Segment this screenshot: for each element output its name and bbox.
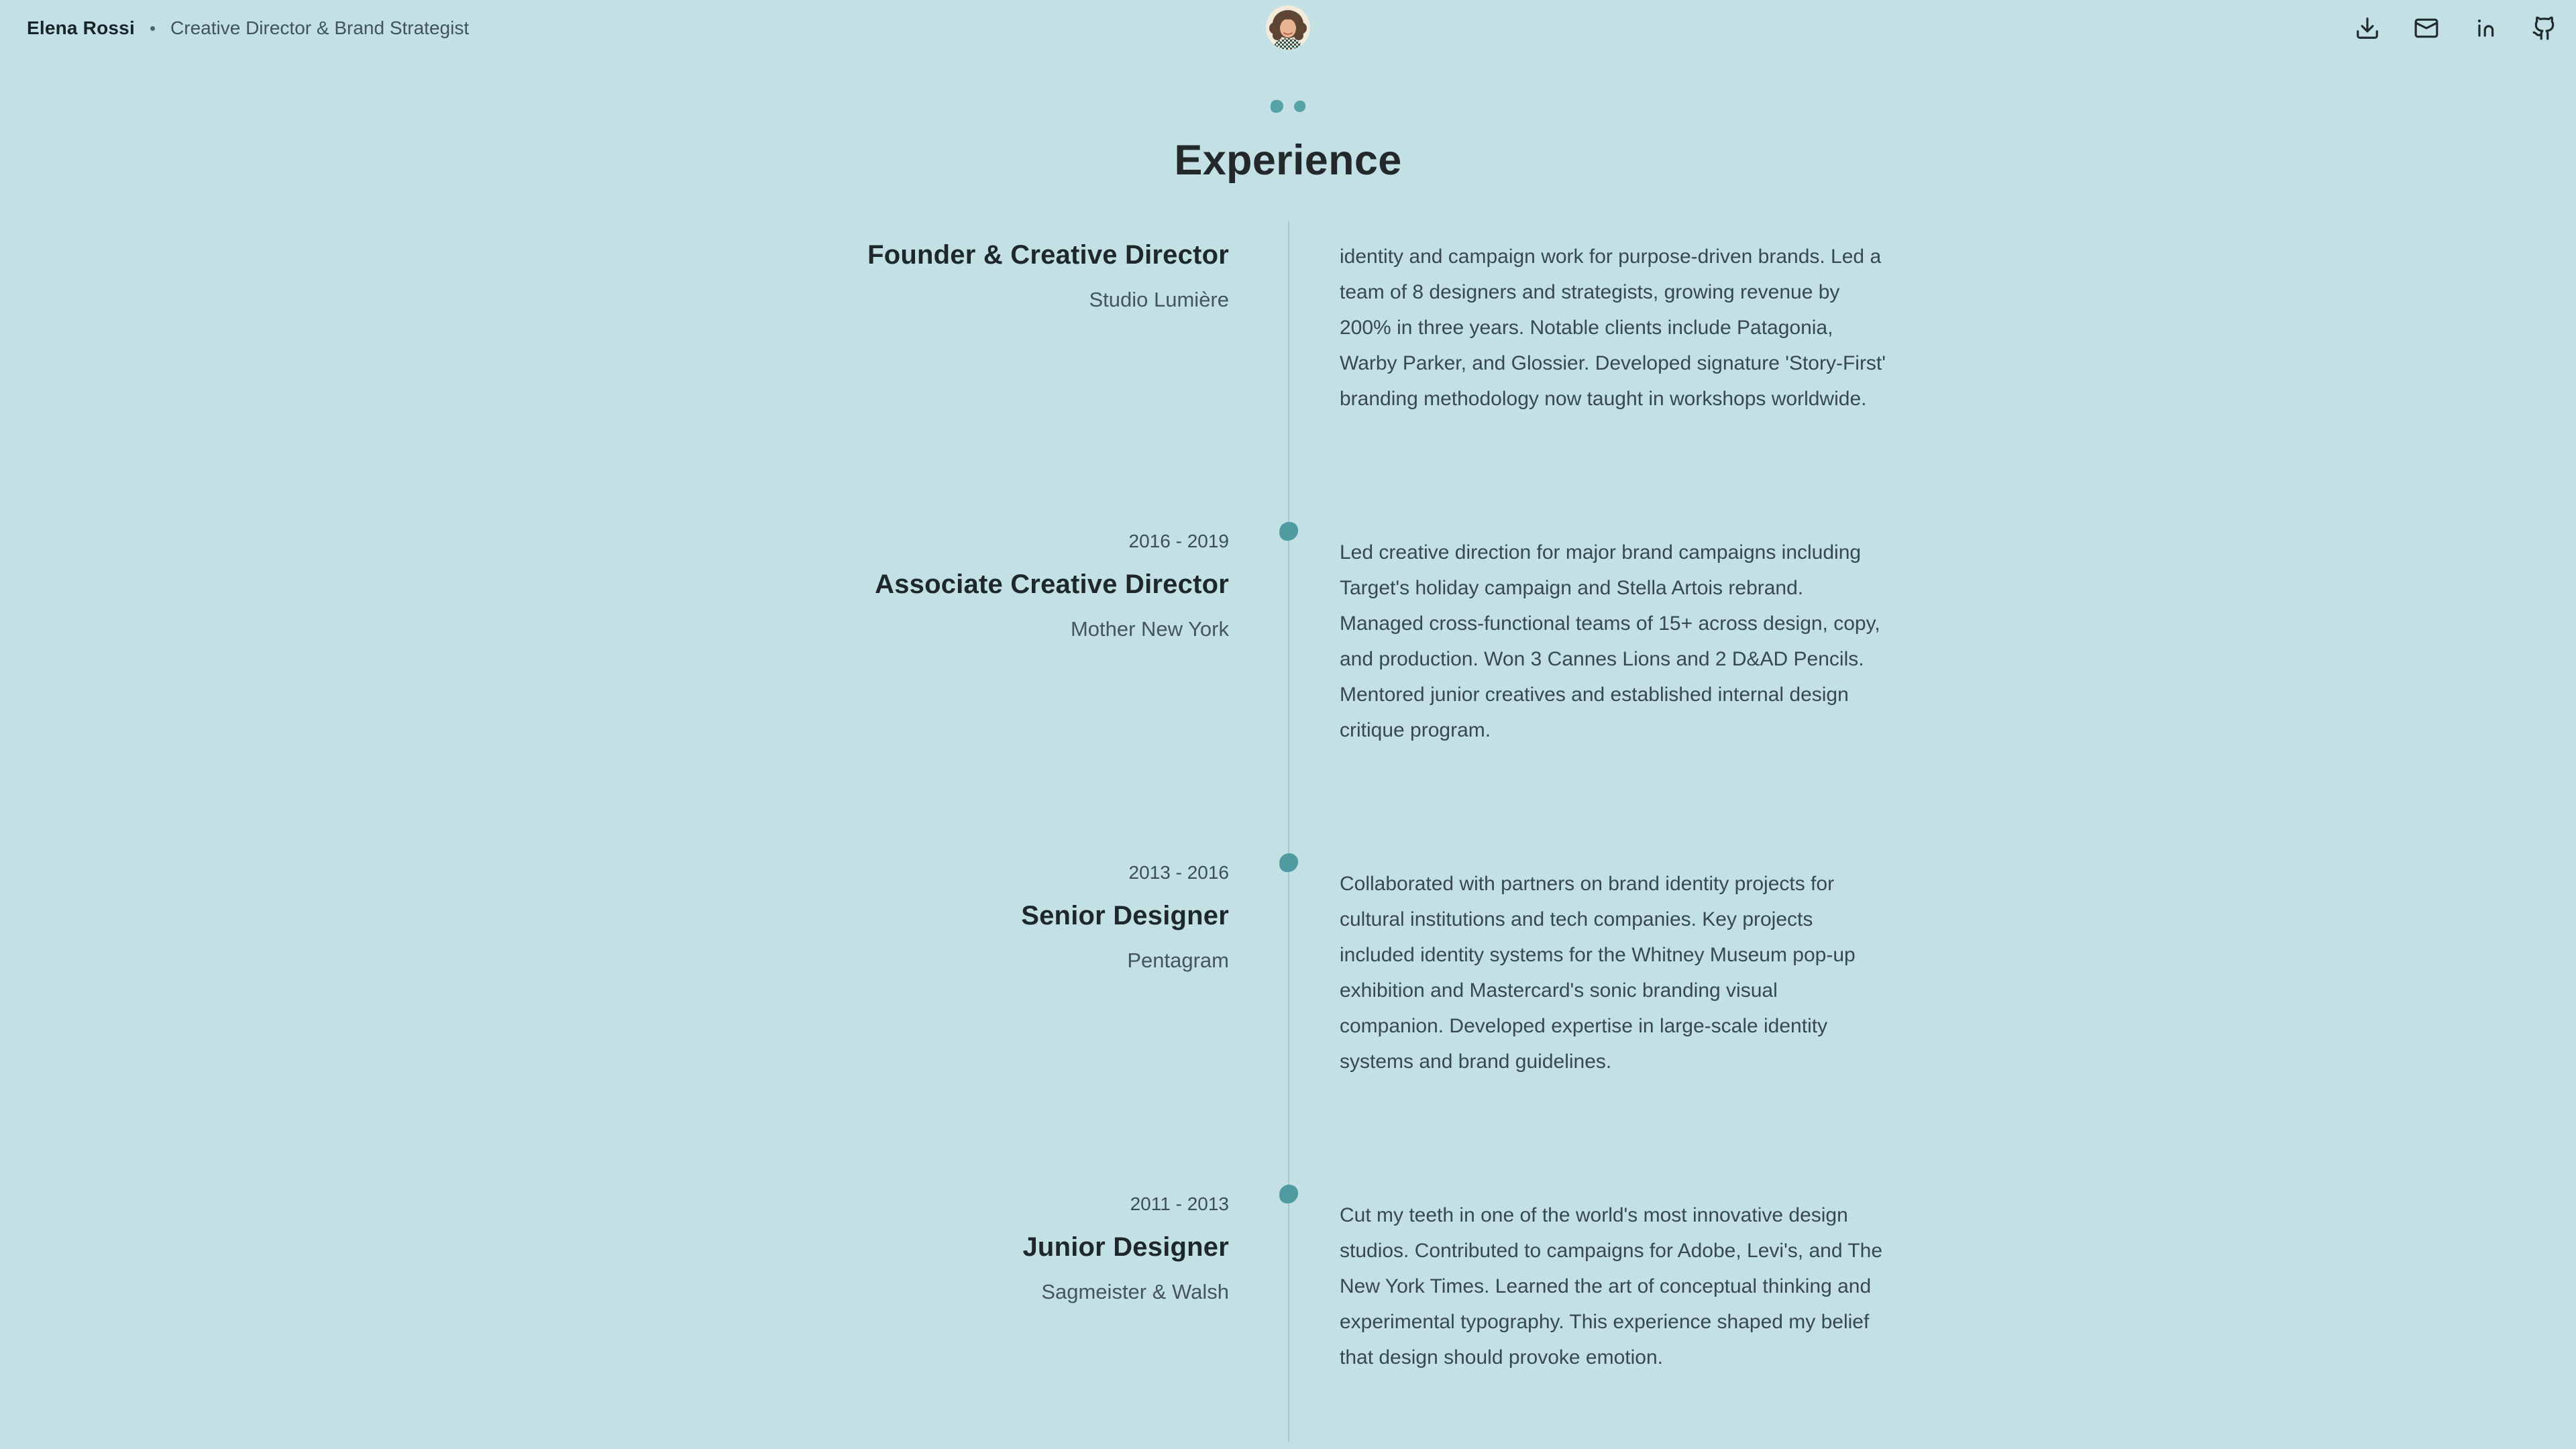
entry-period: 2016 - 2019 <box>1128 531 1229 551</box>
user-role-subtitle: Creative Director & Brand Strategist <box>170 17 470 38</box>
entry-meta <box>826 528 1229 748</box>
entry-company: Sagmeister & Walsh <box>1041 1280 1229 1303</box>
timeline-dot <box>1279 853 1298 872</box>
experience-timeline <box>826 237 1886 1375</box>
header-action-icons <box>2355 15 2557 41</box>
entry-company: Studio Lumière <box>1089 288 1229 311</box>
top-header <box>0 0 2576 56</box>
timeline-entry <box>826 528 1886 748</box>
entry-meta <box>826 237 1229 417</box>
entry-role: Senior Designer <box>1021 901 1229 930</box>
entry-company: Mother New York <box>1070 617 1229 641</box>
avatar[interactable] <box>1266 5 1310 50</box>
github-icon[interactable] <box>2532 15 2557 41</box>
entry-description: identity and campaign work for purpose-driven brands. Led a team of 8 designers and strategists, growing revenue by 200% in three years. Notable clients include Patagonia, Warby Parker, and Glossier. Developed signature 'Story-First' branding methodology now taught in workshops worldwide. <box>1340 246 1886 410</box>
entry-period: 2011 - 2013 <box>1130 1193 1229 1214</box>
section-nav-dot-2[interactable] <box>1294 101 1305 112</box>
entry-description: Cut my teeth in one of the world's most innovative design studios. Contributed to campaigns for Adobe, Levi's, and The New York Times. Learned the art of conceptual thinking and experimental typography. This experience shaped my belief that design should provoke emotion. <box>1340 1204 1883 1368</box>
entry-description: Collaborated with partners on brand identity projects for cultural institutions and tech companies. Key projects included identity systems for the Whitney Museum pop-up exhibition and Mastercard's sonic branding visual companion. Developed expertise in large-scale identity systems and brand guidelines. <box>1340 873 1856 1073</box>
section-nav-dot-1[interactable] <box>1271 100 1283 113</box>
download-icon[interactable] <box>2355 15 2380 41</box>
timeline-entry <box>826 859 1886 1079</box>
mail-icon[interactable] <box>2414 15 2439 41</box>
entry-role: Founder & Creative Director <box>867 240 1229 270</box>
entry-role: Associate Creative Director <box>875 570 1229 599</box>
timeline-entry <box>826 1191 1886 1375</box>
linkedin-icon[interactable] <box>2473 15 2498 41</box>
entry-meta <box>826 859 1229 1079</box>
section-nav-dots <box>0 99 2576 113</box>
entry-role: Junior Designer <box>1022 1232 1229 1262</box>
page-title: Experience <box>1174 137 1402 184</box>
entry-company: Pentagram <box>1127 949 1229 972</box>
user-name: Elena Rossi <box>27 17 135 38</box>
entry-description: Led creative direction for major brand campaigns including Target's holiday campaign and Stella Artois rebrand. Managed cross-functional teams of 15+ across design, copy, and production. Won 3 Cannes Lions and 2 D&AD Pencils. Mentored junior creatives and established internal design critique program. <box>1340 541 1880 741</box>
timeline-dot <box>1279 1185 1298 1203</box>
separator-dot: • <box>149 18 156 38</box>
timeline-entry <box>826 237 1886 417</box>
header-identity <box>27 17 469 39</box>
entry-meta <box>826 1191 1229 1375</box>
entry-period: 2013 - 2016 <box>1128 862 1229 883</box>
timeline-dot <box>1279 522 1298 541</box>
